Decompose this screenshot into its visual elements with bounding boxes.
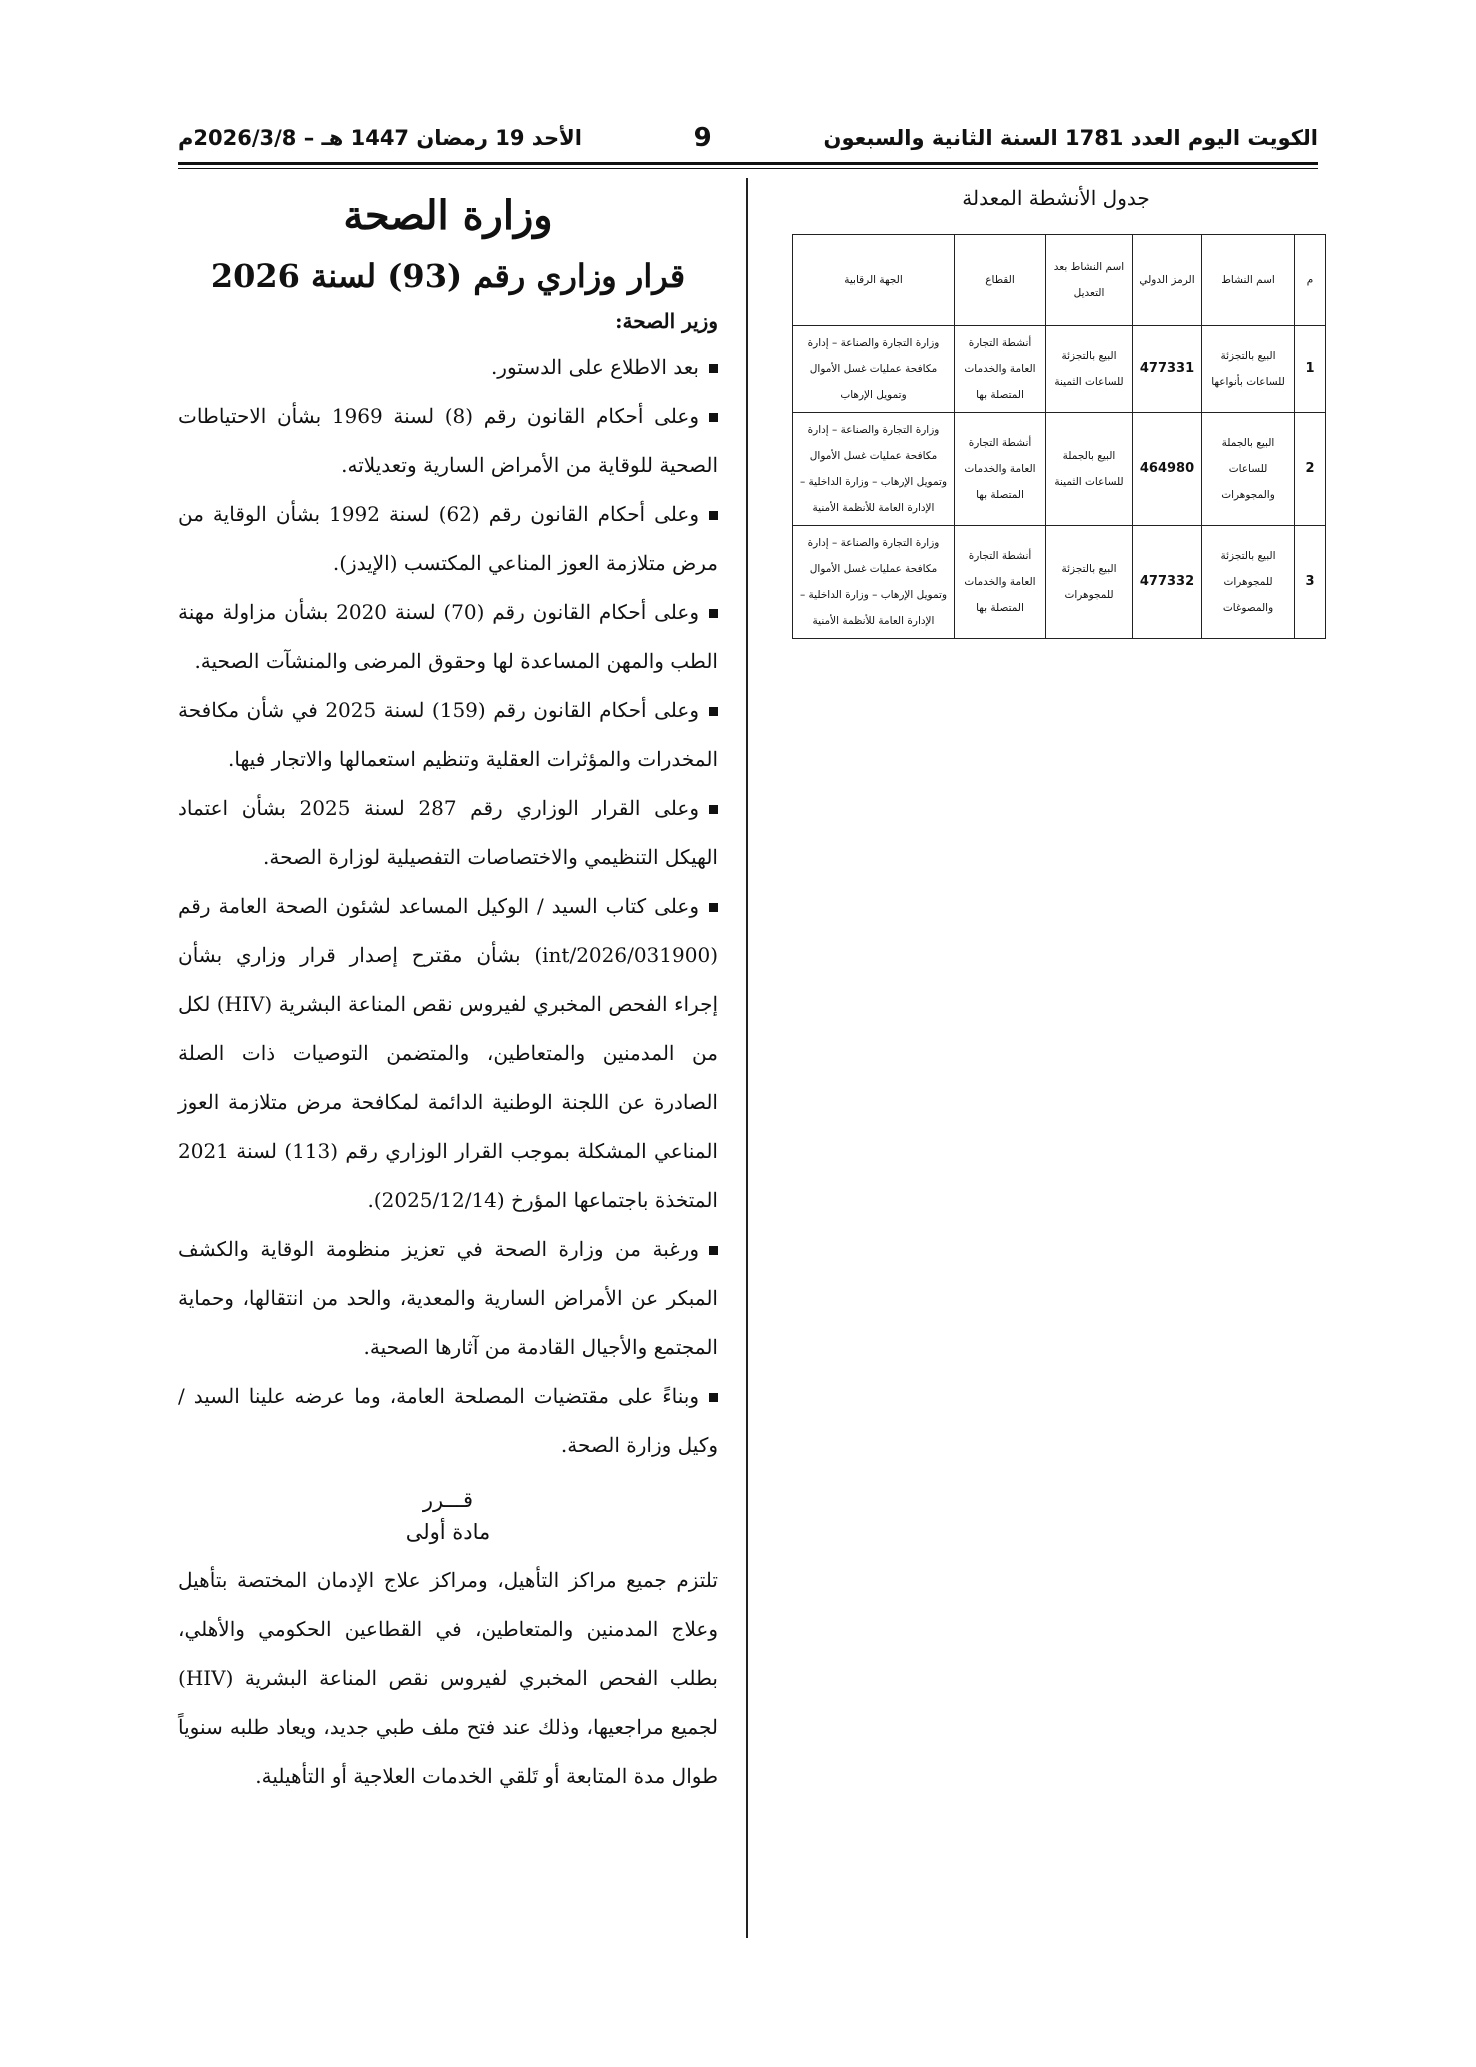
row-no: 1 (1295, 326, 1326, 413)
preamble-item: وبناءً على مقتضيات المصلحة العامة، وما عرضه علينا السيد / وكيل وزارة الصحة. (178, 1384, 718, 1457)
row-code: 477332 (1133, 526, 1202, 639)
header-new-name: اسم النشاط بعد التعديل (1046, 235, 1133, 326)
minister-label: وزير الصحة: (615, 309, 718, 333)
bullet-icon (709, 903, 718, 912)
article-title: مادة أولى (405, 1520, 491, 1544)
table-column (786, 186, 1326, 639)
page-header (178, 118, 1318, 158)
header-code: الرمز الدولي (1133, 235, 1202, 326)
preamble-item: وعلى أحكام القانون رقم (8) لسنة 1969 بشأن الاحتياطات الصحية للوقاية من الأمراض السارية وتعديلاته. (178, 404, 718, 477)
header-activity: اسم النشاط (1202, 235, 1295, 326)
row-no: 3 (1295, 526, 1326, 639)
row-sector: أنشطة التجارة العامة والخدمات المتصلة بها (955, 326, 1046, 413)
row-activity: البيع بالتجزئة للمجوهرات والمصوغات (1202, 526, 1295, 639)
preamble-item: وعلى أحكام القانون رقم (70) لسنة 2020 بشأن مزاولة مهنة الطب والمهن المساعدة لها وحقوق المرضى والمنشآت الصحية. (178, 600, 718, 673)
decree-column (178, 186, 718, 1801)
bullet-icon (709, 1393, 718, 1402)
decree-title: قرار وزاري رقم (93) لسنة 2026 (210, 257, 686, 295)
bullet-icon (709, 609, 718, 618)
bullet-icon (709, 1246, 718, 1255)
preamble-item: بعد الاطلاع على الدستور. (178, 343, 718, 392)
bullet-icon (709, 413, 718, 422)
preamble-item: وعلى كتاب السيد / الوكيل المساعد لشئون الصحة العامة رقم (int/2026/031900) بشأن مقترح إصدار قرار وزاري بشأن إجراء الفحص المخبري لفيروس نقص المناعة البشرية (HIV) لكل من المدمنين والمتعاطين، والمتضمن التوصيات ذات الصلة الصادرة عن اللجنة الوطنية الدائمة لمكافحة مرض متلازمة العوز المناعي المشكلة بموجب القرار الوزاري رقم (113) لسنة 2021 المتخذة باجتماعها المؤرخ (2025/12/14). (178, 894, 718, 1212)
table-header-row (793, 235, 1326, 326)
column-divider (746, 178, 748, 1938)
article-text: تلتزم جميع مراكز التأهيل، ومراكز علاج الإدمان المختصة بتأهيل وعلاج المدمنين والمتعاطين، في القطاعين الحكومي والأهلي، بطلب الفحص المخبري لفيروس نقص المناعة البشرية (HIV) لجميع مراجعيها، وذلك عند فتح ملف طبي جديد، ويعاد طلبه سنوياً طوال مدة المتابعة أو تَلقي الخدمات العلاجية أو التأهيلية. (178, 1568, 718, 1788)
decided-heading: قـــرر (422, 1488, 474, 1512)
row-authority: وزارة التجارة والصناعة – إدارة مكافحة عمليات غسل الأموال وتمويل الإرهاب – وزارة الداخلية – الإدارة العامة للأنظمة الأمنية (793, 413, 955, 526)
page-number: 9 (693, 123, 712, 153)
header-sector: القطاع (955, 235, 1046, 326)
header-issue: الكويت اليوم العدد 1781 السنة الثانية والسبعون (823, 126, 1318, 150)
table-row (793, 413, 1326, 526)
header-rule-thin (178, 168, 1318, 169)
header-rule-thick (178, 162, 1318, 165)
table-row (793, 526, 1326, 639)
row-activity: البيع بالتجزئة للساعات بأنواعها (1202, 326, 1295, 413)
table-row (793, 326, 1326, 413)
bullet-icon (709, 364, 718, 373)
preamble-item: وعلى القرار الوزاري رقم 287 لسنة 2025 بشأن اعتماد الهيكل التنظيمي والاختصاصات التفصيلية لوزارة الصحة. (178, 796, 718, 869)
row-new-name: البيع بالجملة للساعات الثمينة (1046, 413, 1133, 526)
bullet-icon (709, 805, 718, 814)
row-sector: أنشطة التجارة العامة والخدمات المتصلة بها (955, 526, 1046, 639)
preamble-item: وعلى أحكام القانون رقم (159) لسنة 2025 في شأن مكافحة المخدرات والمؤثرات العقلية وتنظيم استعمالها والاتجار فيها. (178, 698, 718, 771)
bullet-icon (709, 511, 718, 520)
row-code: 477331 (1133, 326, 1202, 413)
ministry-title: وزارة الصحة (343, 192, 553, 239)
row-new-name: البيع بالتجزئة للساعات الثمينة (1046, 326, 1133, 413)
row-activity: البيع بالجملة للساعات والمجوهرات (1202, 413, 1295, 526)
activities-table (792, 234, 1326, 639)
header-date: الأحد 19 رمضان 1447 هـ – 2026/3/8م (178, 126, 582, 150)
bullet-icon (709, 707, 718, 716)
row-authority: وزارة التجارة والصناعة – إدارة مكافحة عمليات غسل الأموال وتمويل الإرهاب (793, 326, 955, 413)
row-no: 2 (1295, 413, 1326, 526)
row-authority: وزارة التجارة والصناعة – إدارة مكافحة عمليات غسل الأموال وتمويل الإرهاب – وزارة الداخلية – الإدارة العامة للأنظمة الأمنية (793, 526, 955, 639)
table-title: جدول الأنشطة المعدلة (962, 186, 1150, 210)
row-code: 464980 (1133, 413, 1202, 526)
preamble-item: ورغبة من وزارة الصحة في تعزيز منظومة الوقاية والكشف المبكر عن الأمراض السارية والمعدية، والحد من انتقالها، وحماية المجتمع والأجيال القادمة من آثارها الصحية. (178, 1237, 718, 1359)
row-new-name: البيع بالتجزئة للمجوهرات (1046, 526, 1133, 639)
preamble-item: وعلى أحكام القانون رقم (62) لسنة 1992 بشأن الوقاية من مرض متلازمة العوز المناعي المكتسب (الإيدز). (178, 502, 718, 575)
header-no: م (1295, 235, 1326, 326)
row-sector: أنشطة التجارة العامة والخدمات المتصلة بها (955, 413, 1046, 526)
header-authority: الجهة الرقابية (793, 235, 955, 326)
